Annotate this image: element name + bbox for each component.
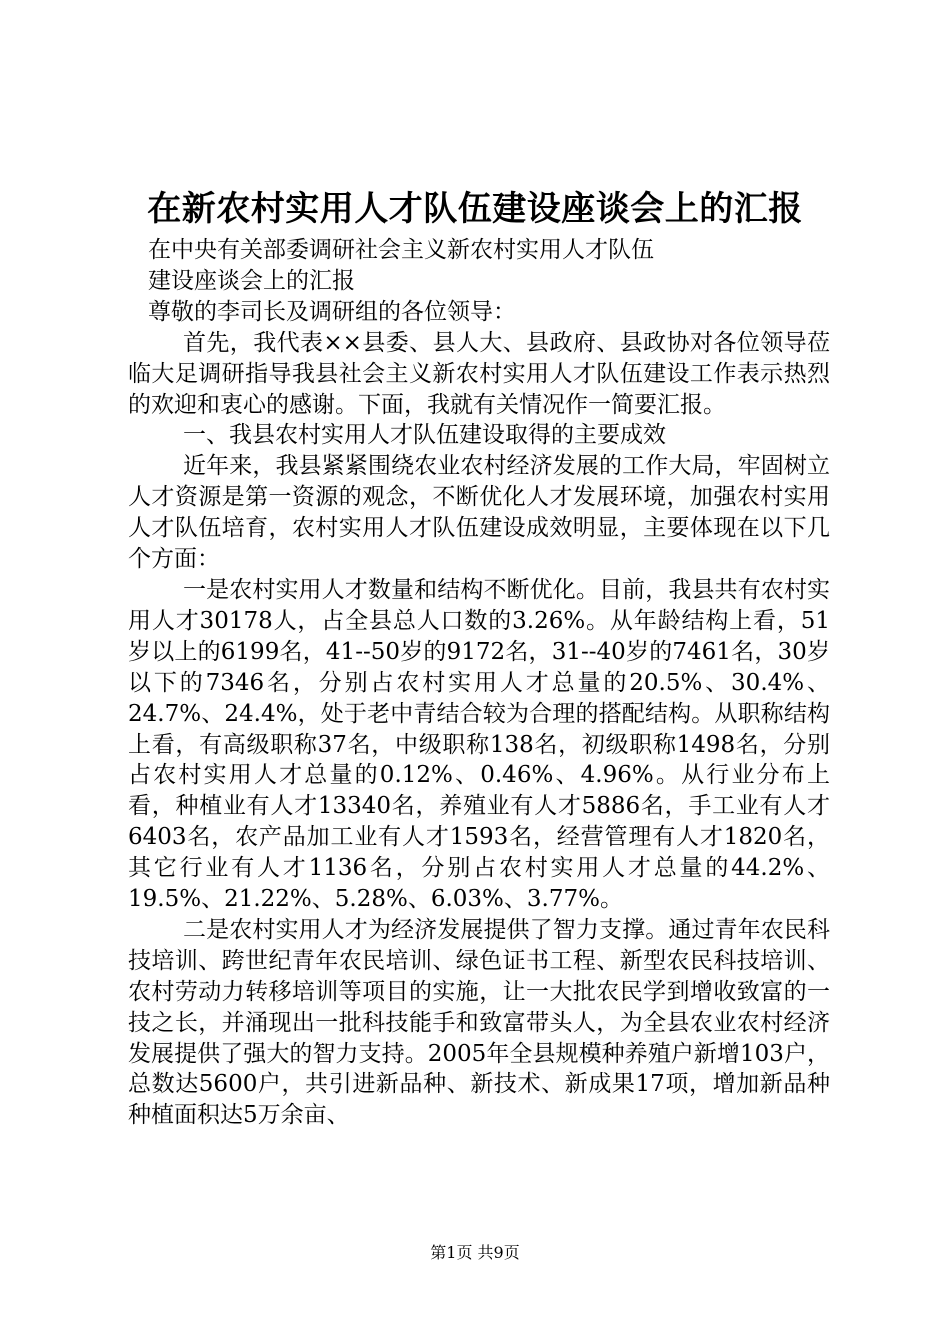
subtitle-line-1: 在中央有关部委调研社会主义新农村实用人才队伍: [148, 237, 654, 263]
salutation: 尊敬的李司长及调研组的各位领导：: [148, 298, 516, 325]
paragraph-overview: 近年来，我县紧紧围绕农业农村经济发展的工作大局，牢固树立人才资源是第一资源的观念，不断优化人才发展环境，加强农村实用人才队伍培育，农村实用人才队伍建设成效明显，主要体现在以下几个方面：: [128, 453, 830, 573]
paragraph-talent-support: 二是农村实用人才为经济发展提供了智力支撑。通过青年农民科技培训、跨世纪青年农民培训、绿色证书工程、新型农民科技培训、农村劳动力转移培训等项目的实施，让一大批农民学到增收致富的一技之长，并涌现出一批科技能手和致富带头人，为全县农业农村经济发展提供了强大的智力支持。2005年全县规模种养殖户新增103户，总数达5600户，共引进新品种、新技术、新成果17项，增加新品种种植面积达5万余亩、: [128, 916, 830, 1129]
subtitle-line-2: 建设座谈会上的汇报: [148, 267, 355, 294]
section-heading: 一、我县农村实用人才队伍建设取得的主要成效: [183, 422, 666, 449]
page-footer: 第1页 共9页: [430, 1243, 520, 1262]
paragraph-opening: 首先，我代表××县委、县人大、县政府、县政协对各位领导莅临大足调研指导我县社会主义新农村实用人才队伍建设工作表示热烈的欢迎和衷心的感谢。下面，我就有关情况作一简要汇报。: [128, 329, 830, 418]
document-title: 在新农村实用人才队伍建设座谈会上的汇报: [147, 189, 803, 229]
document-body: [128, 235, 830, 1131]
paragraph-talent-structure: 一是农村实用人才数量和结构不断优化。目前，我县共有农村实用人才30178人，占全县总人口数的3.26%。从年龄结构上看，51岁以上的6199名，41--50岁的9172名，31--40岁的7461名，30岁以下的7346名，分别占农村实用人才总量的20.5%、30.4%、24.7%、24.4%，处于老中青结合较为合理的搭配结构。从职称结构上看，有高级职称37名，中级职称138名，初级职称1498名，分别占农村实用人才总量的0.12%、0.46%、4.96%。从行业分布上看，种植业有人才13340名，养殖业有人才5886名，手工业有人才6403名，农产品加工业有人才1593名，经营管理有人才1820名，其它行业有人才1136名，分别占农村实用人才总量的44.2%、19.5%、21.22%、5.28%、6.03%、3.77%。: [128, 576, 830, 913]
